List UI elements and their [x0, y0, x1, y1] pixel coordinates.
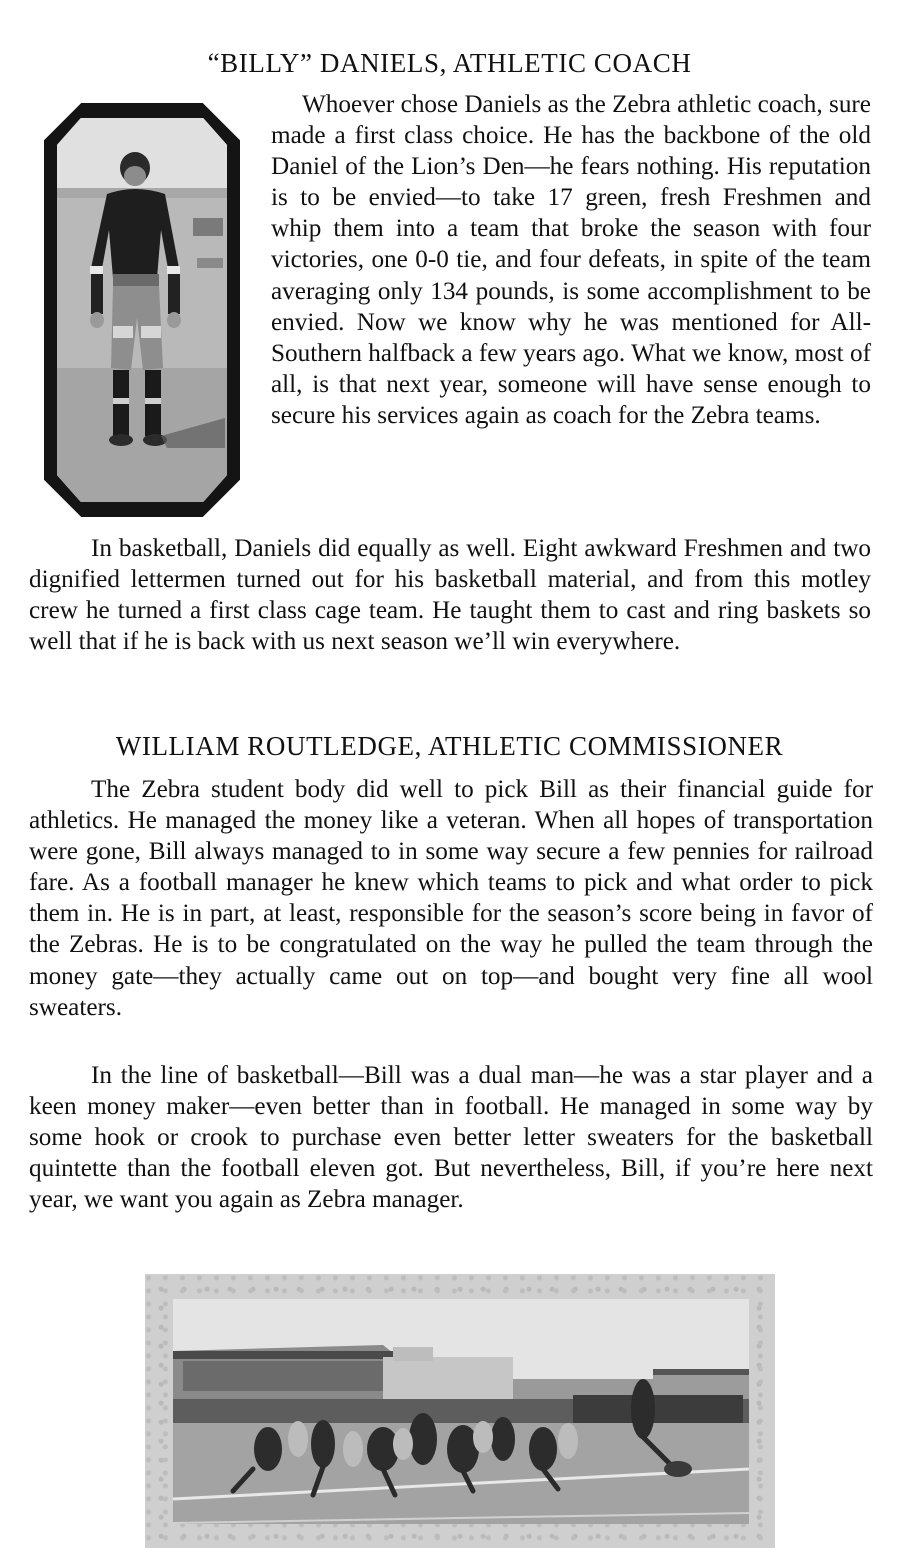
coach-portrait-frame	[44, 103, 240, 517]
coach-portrait-photo	[57, 118, 227, 502]
commissioner-paragraph-1: The Zebra student body did well to pick Bill as their financial guide for athletics. He managed the money like a veteran. When all hopes of transportation were gone, Bill always managed to in some way secure a few pennies for railroad fare. As a football manager he knew which teams to pick and what order to pick them in. He is in part, at least, responsible for the season’s score being in favor of the Zebras. He is to be congratulated on the way he pulled the team through the money gate—they actually came out on top—and bought very fine all wool sweaters.	[29, 776, 873, 1021]
coach-heading: “BILLY” DANIELS, ATHLETIC COACH	[207, 48, 692, 78]
football-game-photo	[173, 1299, 749, 1524]
coach-paragraph-1: Whoever chose Daniels as the Zebra athletic coach, sure made a first class choice. He has the backbone of the old Daniel of the Lion’s Den—he fears nothing. His reputation is to be envied—to take 17 green, fresh Freshmen and whip them into a team that broke the season with four victories, one 0-0 tie, and four defeats, in spite of the team averaging only 134 pounds, is some accomplishment to be envied. Now we know why he was mentioned for All-Southern halfback a few years ago. What we know, most of all, is that next year, someone will have sense enough to secure his services again as coach for the Zebra teams.	[271, 91, 871, 429]
commissioner-heading: WILLIAM ROUTLEDGE, ATHLETIC COMMISSIONER	[115, 731, 784, 761]
commissioner-paragraph-2: In the line of basketball—Bill was a dual man—he was a star player and a keen money maker—even better than in football. He managed in some way by some hook or crook to purchase even better letter sweaters for the basketball quintette than the football eleven got. But nevertheless, Bill, if you’re here next year, we want you again as Zebra manager.	[29, 1062, 873, 1214]
coach-paragraph-2: In basketball, Daniels did equally as well. Eight awkward Freshmen and two dignified lettermen turned out for his basketball material, and from this motley crew he turned a first class cage team. He taught them to cast and ring baskets so well that if he is back with us next season we’ll win everywhere.	[29, 535, 871, 656]
game-photo-mount	[145, 1274, 775, 1548]
